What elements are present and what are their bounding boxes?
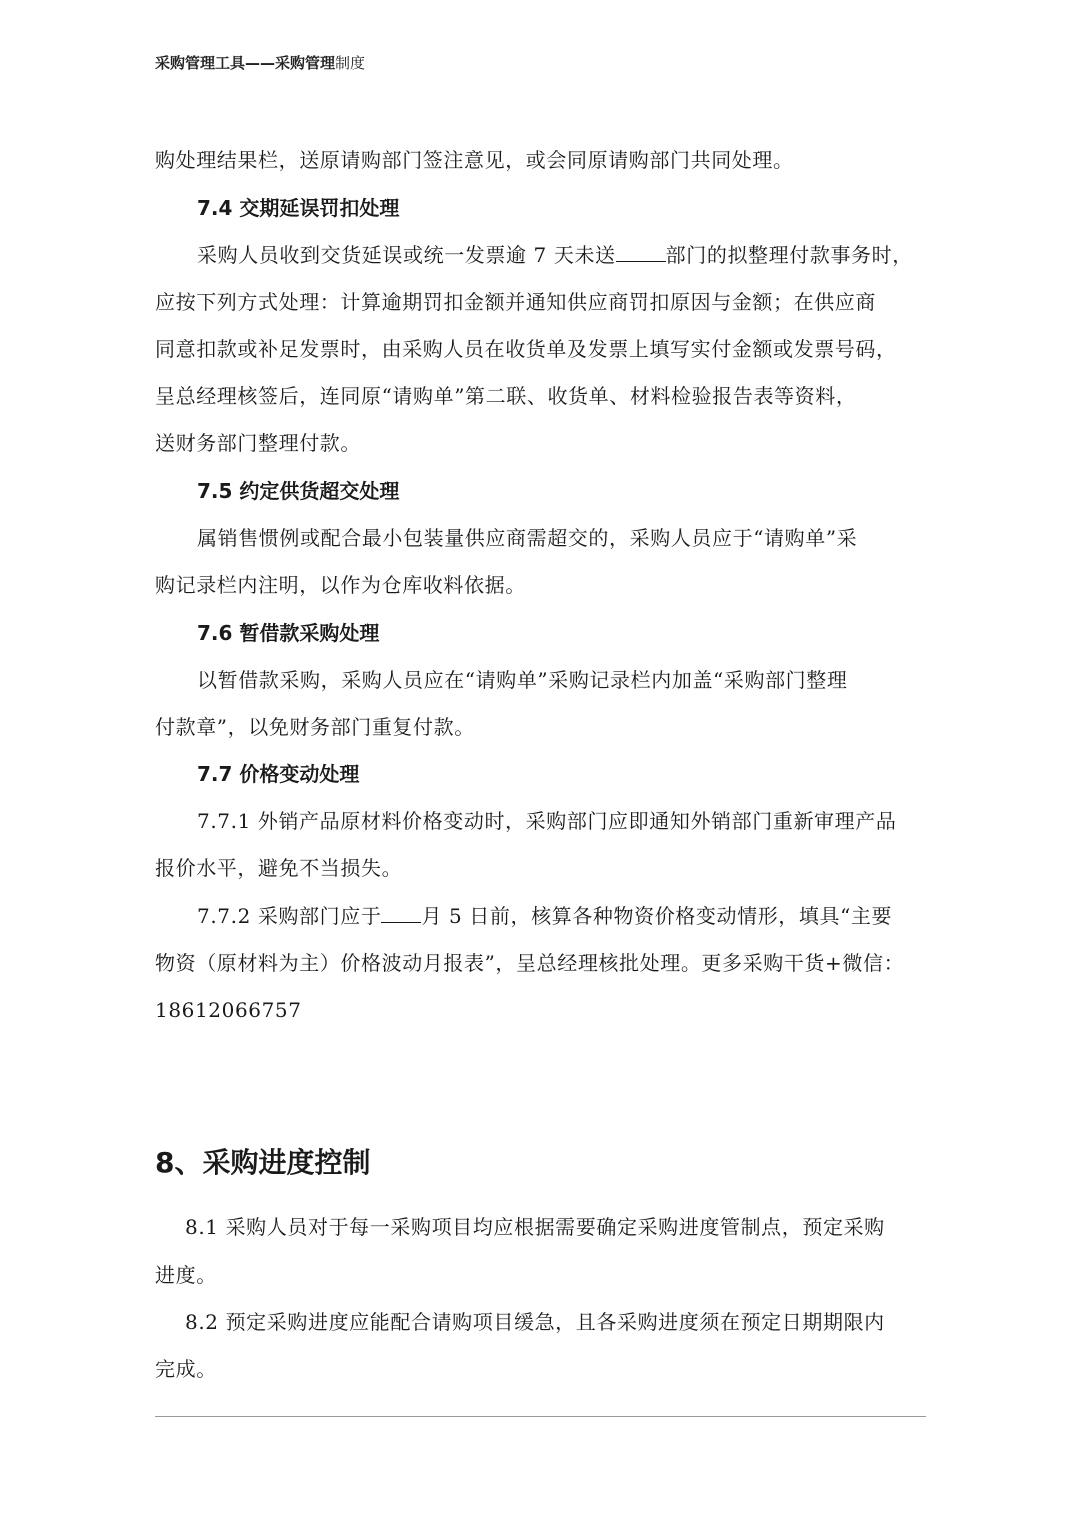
heading-7-4: 7.4 交期延误罚扣处理 (197, 196, 400, 220)
paragraph-line: 8.1 采购人员对于每一采购项目均应根据需要确定采购进度管制点，预定采购 (185, 1215, 885, 1239)
paragraph-line: 属销售惯例或配合最小包装量供应商需超交的，采购人员应于“请购单”采 (197, 526, 858, 550)
header-suffix: 制度 (335, 54, 366, 72)
paragraph-line: 完成。 (155, 1357, 217, 1381)
paragraph-line: 报价水平，避免不当损失。 (155, 856, 403, 880)
paragraph-line: 8.2 预定采购进度应能配合请购项目缓急，且各采购进度须在预定日期期限内 (185, 1310, 885, 1334)
page-header (155, 52, 365, 73)
paragraph-line (197, 902, 892, 930)
header-title: 采购管理工具——采购管理 (155, 54, 336, 72)
paragraph-text: 月 5 日前，核算各种物资价格变动情形，填具“主要 (421, 904, 893, 928)
paragraph-text: 采购人员收到交货延误或统一发票逾 7 天未送 (197, 243, 616, 267)
paragraph-line: 以暂借款采购，采购人员应在“请购单”采购记录栏内加盖“采购部门整理 (197, 668, 848, 692)
heading-7-5: 7.5 约定供货超交处理 (197, 479, 400, 503)
paragraph-line: 应按下列方式处理：计算逾期罚扣金额并通知供应商罚扣原因与金额；在供应商 (155, 290, 876, 314)
paragraph-line: 同意扣款或补足发票时，由采购人员在收货单及发票上填写实付金额或发票号码， (155, 337, 897, 361)
fill-blank (381, 904, 421, 923)
paragraph-line: 物资（原材料为主）价格波动月报表”，呈总经理核批处理。更多采购干货+微信： (155, 951, 905, 975)
section-8-title: 8、采购进度控制 (155, 1146, 371, 1179)
heading-7-7: 7.7 价格变动处理 (197, 762, 360, 786)
paragraph-line: 购处理结果栏，送原请购部门签注意见，或会同原请购部门共同处理。 (155, 148, 794, 172)
paragraph-text: 部门的拟整理付款事务时， (665, 243, 913, 267)
paragraph-line: 付款章”，以免财务部门重复付款。 (155, 715, 475, 739)
paragraph-line (197, 241, 913, 269)
paragraph-line: 18612066757 (155, 998, 302, 1022)
paragraph-line: 呈总经理核签后，连同原“请购单”第二联、收货单、材料检验报告表等资料， (155, 384, 857, 408)
heading-7-6: 7.6 暂借款采购处理 (197, 621, 380, 645)
paragraph-line: 进度。 (155, 1263, 217, 1287)
paragraph-line: 7.7.1 外销产品原材料价格变动时，采购部门应即通知外销部门重新审理产品 (197, 809, 897, 833)
paragraph-line: 送财务部门整理付款。 (155, 431, 361, 455)
paragraph-text: 7.7.2 采购部门应于 (197, 904, 382, 928)
footer-divider (155, 1416, 926, 1417)
paragraph-line: 购记录栏内注明，以作为仓库收料依据。 (155, 573, 526, 597)
fill-blank (616, 243, 666, 262)
